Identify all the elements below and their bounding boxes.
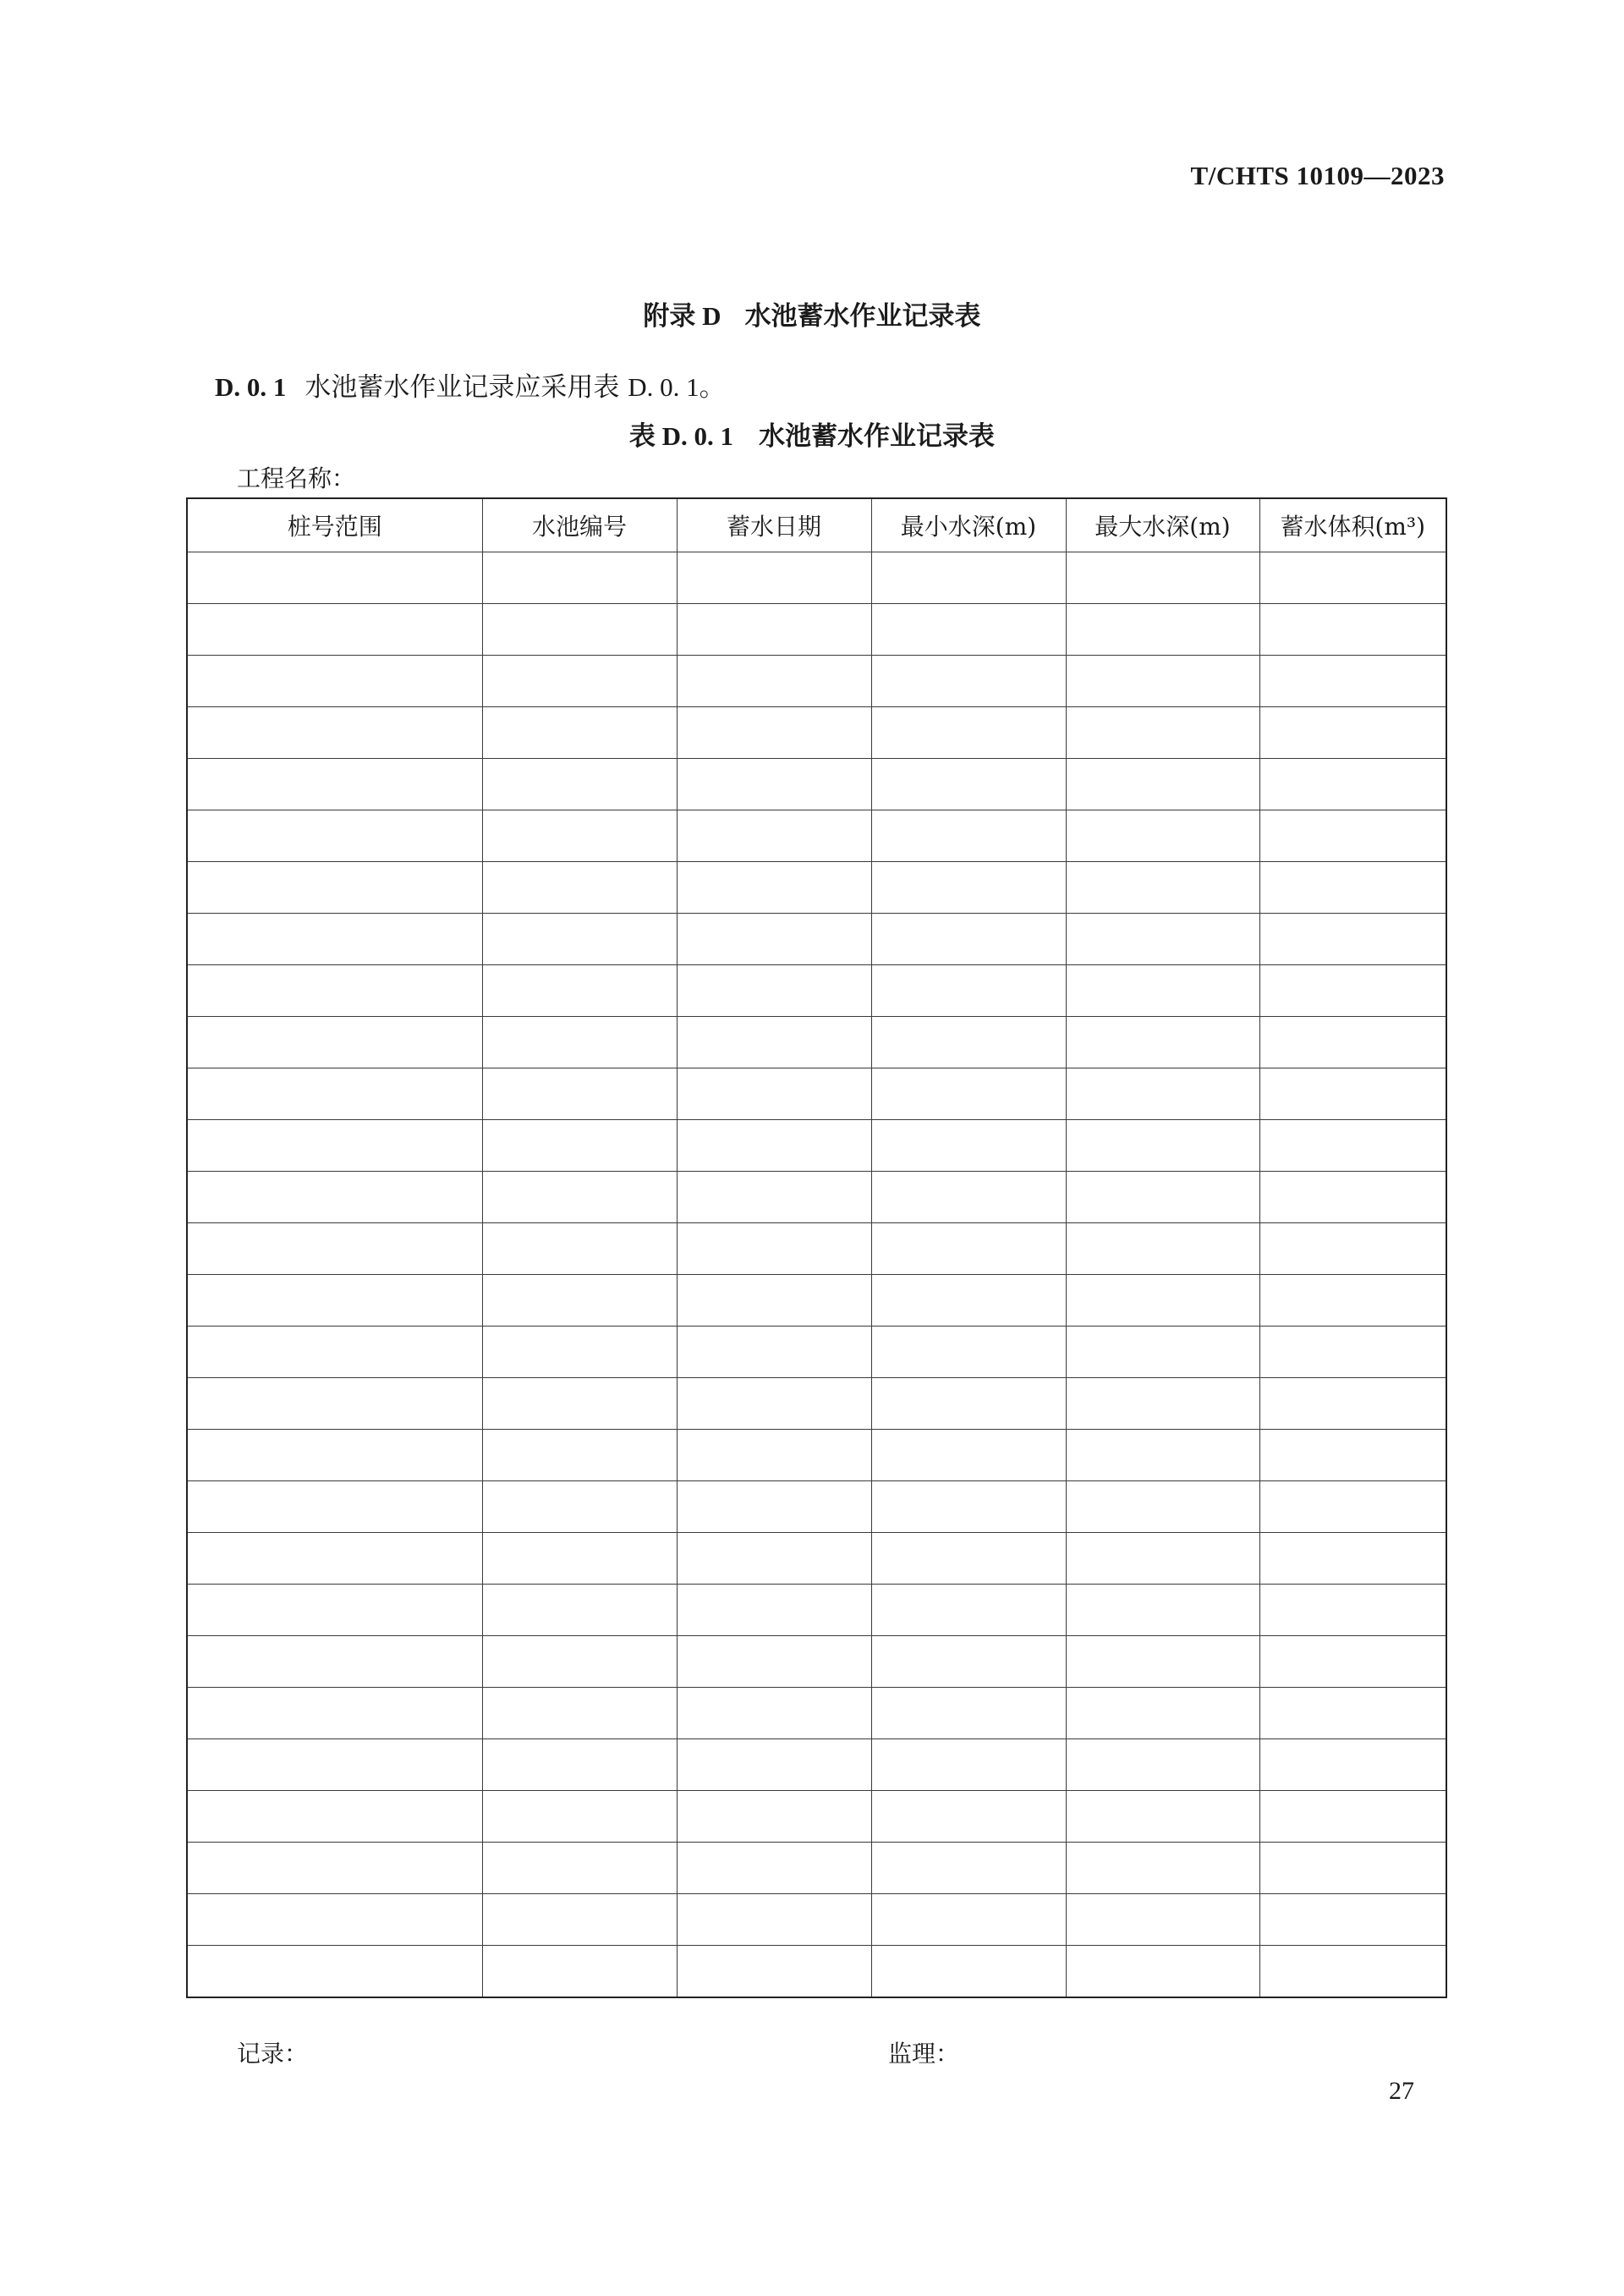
table-cell (677, 1585, 871, 1636)
table-cell (677, 1017, 871, 1068)
col-header-max-depth: 最大水深(m) (1066, 498, 1259, 552)
table-cell (187, 656, 482, 707)
table-cell (677, 1688, 871, 1739)
clause-end: 。 (699, 372, 726, 403)
col-header-storage-date: 蓄水日期 (677, 498, 871, 552)
table-cell (482, 1894, 677, 1946)
table-cell (871, 914, 1066, 965)
table-cell (1259, 552, 1446, 604)
table-cell (1066, 1223, 1259, 1275)
appendix-code: 附录 D (643, 301, 721, 331)
table-cell (1066, 1533, 1259, 1585)
table-row (187, 552, 1446, 604)
table-cell (1066, 1378, 1259, 1430)
table-cell (187, 604, 482, 656)
table-row (187, 1481, 1446, 1533)
table-cell (677, 1481, 871, 1533)
table-cell (1259, 1585, 1446, 1636)
table-cell (1259, 1739, 1446, 1791)
table-cell (1259, 604, 1446, 656)
table-cell (677, 862, 871, 914)
table-cell (482, 1378, 677, 1430)
col-header-min-depth: 最小水深(m) (871, 498, 1066, 552)
table-cell (677, 656, 871, 707)
table-cell (677, 1894, 871, 1946)
table-row (187, 656, 1446, 707)
table-caption-lead: 表 (628, 421, 656, 452)
clause-number: D. 0. 1 (215, 372, 287, 402)
water-storage-record-table (186, 497, 1447, 1998)
table-cell (482, 914, 677, 965)
table-row (187, 1172, 1446, 1223)
table-cell (871, 552, 1066, 604)
table-cell (187, 1223, 482, 1275)
col-header-pool-number: 水池编号 (482, 498, 677, 552)
table-cell (1066, 707, 1259, 759)
table-cell (187, 965, 482, 1017)
table-cell (1259, 1378, 1446, 1430)
table-cell (187, 1172, 482, 1223)
table-header-row (187, 498, 1446, 552)
table-cell (1259, 1843, 1446, 1894)
table-cell (871, 1739, 1066, 1791)
table-row (187, 1946, 1446, 1998)
table-cell (1259, 914, 1446, 965)
table-cell (1066, 914, 1259, 965)
table-cell (187, 1636, 482, 1688)
table-cell (1259, 1791, 1446, 1843)
table-cell (482, 1327, 677, 1378)
table-cell (482, 707, 677, 759)
table-cell (677, 1843, 871, 1894)
table-cell (677, 759, 871, 810)
table-cell (677, 1068, 871, 1120)
table-cell (482, 810, 677, 862)
table-cell (482, 1946, 677, 1998)
table-cell (1066, 1894, 1259, 1946)
table-cell (1066, 656, 1259, 707)
table-cell (187, 810, 482, 862)
table-cell (871, 1946, 1066, 1998)
table-cell (187, 1430, 482, 1481)
table-cell (1066, 1430, 1259, 1481)
project-name-label: 工程名称： (237, 464, 356, 492)
clause-text: 水池蓄水作业记录应采用表 (304, 372, 628, 403)
table-cell (871, 1843, 1066, 1894)
table-cell (677, 1636, 871, 1688)
table-cell (1259, 1688, 1446, 1739)
table-cell (187, 1739, 482, 1791)
table-row (187, 1223, 1446, 1275)
table-cell (871, 862, 1066, 914)
table-caption-number: D. 0. 1 (655, 421, 734, 451)
table-cell (482, 1430, 677, 1481)
table-cell (482, 1172, 677, 1223)
table-cell (482, 759, 677, 810)
table-cell (482, 1223, 677, 1275)
table-cell (1259, 1636, 1446, 1688)
table-cell (1259, 1946, 1446, 1998)
table-row (187, 1430, 1446, 1481)
table-row (187, 1739, 1446, 1791)
table-cell (187, 1894, 482, 1946)
table-cell (871, 1120, 1066, 1172)
table-cell (1259, 1430, 1446, 1481)
table-cell (871, 604, 1066, 656)
table-cell (1259, 1017, 1446, 1068)
table-cell (871, 1430, 1066, 1481)
table-cell (187, 914, 482, 965)
table-cell (482, 862, 677, 914)
table-cell (677, 1378, 871, 1430)
table-cell (1066, 1739, 1259, 1791)
table-cell (482, 1843, 677, 1894)
table-title: 水池蓄水作业记录表 (759, 421, 996, 452)
table-cell (482, 1791, 677, 1843)
table-cell (677, 1327, 871, 1378)
table-cell (871, 1585, 1066, 1636)
table-row (187, 862, 1446, 914)
page-number: 27 (1389, 2077, 1414, 2105)
table-row (187, 914, 1446, 965)
table-cell (1259, 1327, 1446, 1378)
table-cell (1259, 1533, 1446, 1585)
table-number (629, 421, 733, 451)
table-cell (1259, 1894, 1446, 1946)
appendix-name: 水池蓄水作业记录表 (744, 301, 981, 332)
table-cell (187, 1481, 482, 1533)
table-cell (871, 656, 1066, 707)
table-cell (187, 1017, 482, 1068)
table-row (187, 1894, 1446, 1946)
table-cell (187, 1327, 482, 1378)
table-cell (677, 604, 871, 656)
table-row (187, 1068, 1446, 1120)
table-cell (482, 552, 677, 604)
table-row (187, 1378, 1446, 1430)
table-cell (871, 1275, 1066, 1327)
table-cell (187, 1120, 482, 1172)
table-cell (482, 1739, 677, 1791)
table-cell (677, 1430, 871, 1481)
table-cell (1066, 810, 1259, 862)
table-cell (677, 914, 871, 965)
table-row (187, 1327, 1446, 1378)
table-cell (482, 1688, 677, 1739)
table-cell (871, 1636, 1066, 1688)
table-cell (482, 1481, 677, 1533)
table-cell (677, 1946, 871, 1998)
table-cell (871, 1533, 1066, 1585)
table-cell (1066, 604, 1259, 656)
table-cell (1066, 759, 1259, 810)
table-row (187, 759, 1446, 810)
table-cell (677, 1223, 871, 1275)
table-row (187, 1843, 1446, 1894)
table-cell (482, 1585, 677, 1636)
table-cell (482, 656, 677, 707)
supervisor-label: 监理： (888, 2040, 960, 2068)
table-cell (1259, 1068, 1446, 1120)
table-cell (1259, 1275, 1446, 1327)
table-row (187, 1120, 1446, 1172)
table-cell (871, 810, 1066, 862)
table-row (187, 1585, 1446, 1636)
table-cell (677, 965, 871, 1017)
table-cell (187, 862, 482, 914)
table-cell (1259, 1172, 1446, 1223)
table-cell (187, 1946, 482, 1998)
table-cell (1259, 1481, 1446, 1533)
table-cell (1066, 965, 1259, 1017)
table-cell (1259, 1120, 1446, 1172)
table-cell (187, 552, 482, 604)
table-row (187, 1017, 1446, 1068)
table-cell (871, 1223, 1066, 1275)
table-cell (1066, 1843, 1259, 1894)
table-cell (187, 1378, 482, 1430)
table-cell (871, 1481, 1066, 1533)
table-cell (187, 1688, 482, 1739)
table-caption (0, 415, 1624, 453)
table-cell (677, 552, 871, 604)
table-cell (1066, 1172, 1259, 1223)
table-row (187, 1636, 1446, 1688)
table-row (187, 604, 1446, 656)
table-cell (871, 1791, 1066, 1843)
table-cell (1066, 1791, 1259, 1843)
clause-table-ref: D. 0. 1 (628, 372, 700, 402)
table-cell (1259, 810, 1446, 862)
table-cell (1066, 1636, 1259, 1688)
table-cell (871, 1894, 1066, 1946)
table-cell (871, 1068, 1066, 1120)
table-cell (677, 707, 871, 759)
table-cell (1066, 1275, 1259, 1327)
table-cell (482, 1017, 677, 1068)
table-cell (482, 1120, 677, 1172)
table-cell (187, 1791, 482, 1843)
table-row (187, 965, 1446, 1017)
table-row (187, 810, 1446, 862)
col-header-storage-volume: 蓄水体积(m³) (1259, 498, 1446, 552)
recorder-label: 记录： (237, 2040, 309, 2068)
table-cell (1259, 965, 1446, 1017)
table-row (187, 1275, 1446, 1327)
standard-code: T/CHTS 10109—2023 (1190, 161, 1445, 190)
table-cell (677, 1533, 871, 1585)
table-cell (482, 1068, 677, 1120)
table-cell (1066, 1688, 1259, 1739)
table-cell (1066, 1068, 1259, 1120)
table-cell (1259, 707, 1446, 759)
table-cell (1259, 862, 1446, 914)
table-cell (1066, 1946, 1259, 1998)
table-cell (677, 1739, 871, 1791)
table-cell (1066, 552, 1259, 604)
table-cell (187, 707, 482, 759)
table-cell (677, 1120, 871, 1172)
table-cell (187, 759, 482, 810)
table-cell (187, 1843, 482, 1894)
table-cell (871, 707, 1066, 759)
table-cell (871, 1378, 1066, 1430)
table-row (187, 707, 1446, 759)
table-cell (482, 604, 677, 656)
table-row (187, 1533, 1446, 1585)
table-cell (677, 1791, 871, 1843)
table-cell (482, 965, 677, 1017)
table-cell (187, 1068, 482, 1120)
table-cell (871, 1327, 1066, 1378)
table-cell (482, 1636, 677, 1688)
table-body (187, 552, 1446, 1998)
table-cell (1066, 1017, 1259, 1068)
appendix-title (0, 294, 1624, 332)
clause-d01 (215, 365, 726, 404)
table-cell (1259, 759, 1446, 810)
table-cell (1066, 862, 1259, 914)
table-cell (482, 1533, 677, 1585)
table-cell (871, 1017, 1066, 1068)
table-cell (482, 1275, 677, 1327)
table-cell (871, 1172, 1066, 1223)
table-cell (677, 1275, 871, 1327)
col-header-chainage-range: 桩号范围 (187, 498, 482, 552)
table-cell (1066, 1585, 1259, 1636)
table-row (187, 1791, 1446, 1843)
table-cell (871, 759, 1066, 810)
table-cell (871, 965, 1066, 1017)
table-cell (187, 1533, 482, 1585)
table-cell (677, 810, 871, 862)
table-cell (1066, 1481, 1259, 1533)
table-cell (1066, 1120, 1259, 1172)
table-cell (677, 1172, 871, 1223)
table-cell (871, 1688, 1066, 1739)
table-cell (187, 1275, 482, 1327)
table-row (187, 1688, 1446, 1739)
table-cell (1259, 1223, 1446, 1275)
table-cell (187, 1585, 482, 1636)
table-cell (1066, 1327, 1259, 1378)
table-cell (1259, 656, 1446, 707)
